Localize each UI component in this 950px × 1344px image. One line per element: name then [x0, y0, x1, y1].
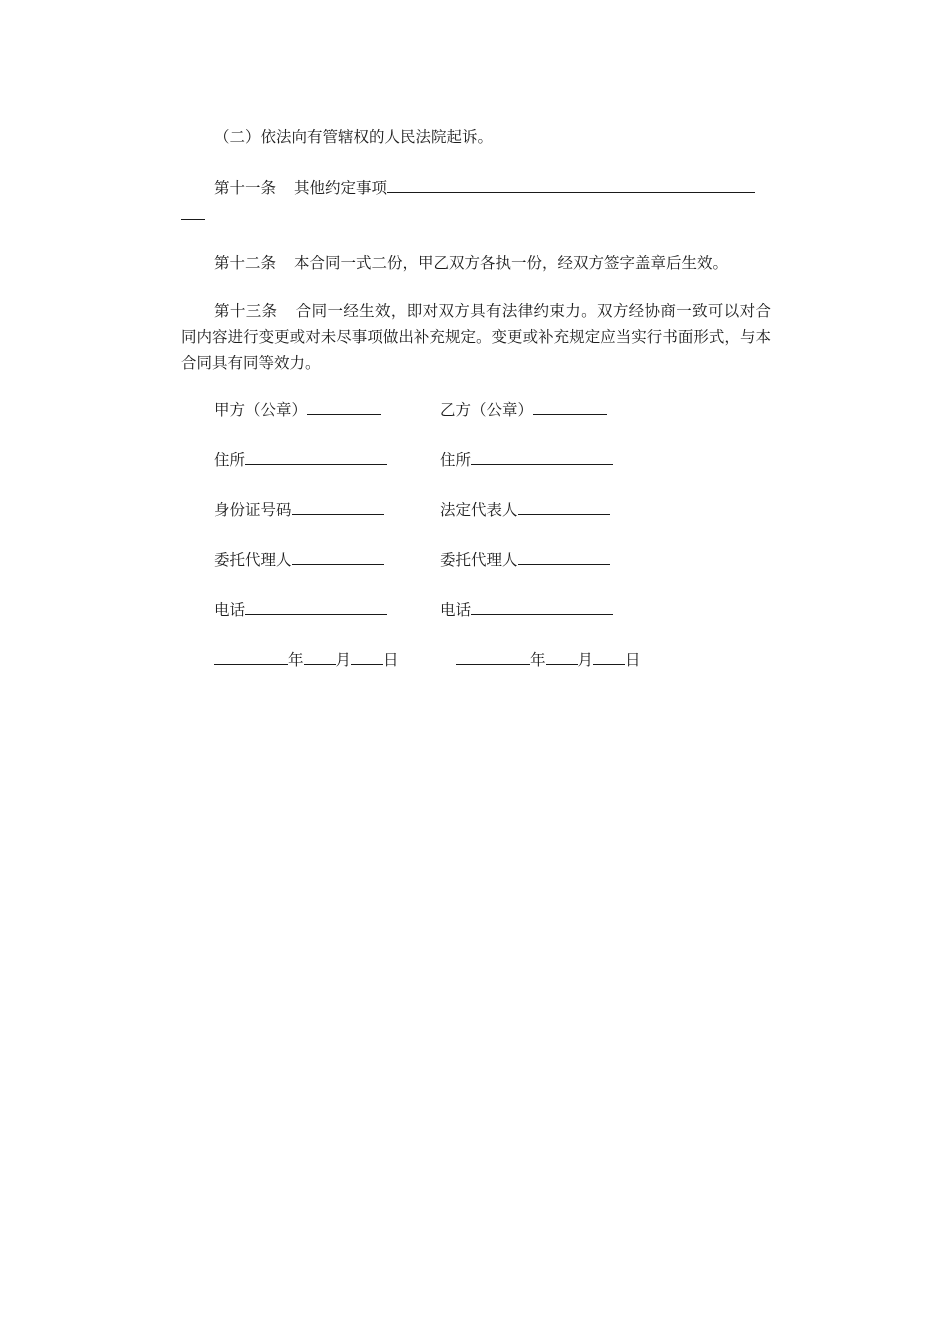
party-a-year-label: 年 [288, 651, 304, 669]
party-b-phone-row [440, 600, 613, 620]
party-a-agent-label: 委托代理人 [214, 551, 292, 569]
clause-12 [214, 253, 728, 273]
party-b-address-label: 住所 [440, 451, 472, 469]
party-b-date-row [456, 650, 641, 670]
clause-13 [181, 298, 771, 376]
party-b-year-blank [456, 650, 530, 665]
party-b-seal-row [440, 400, 607, 420]
party-b-phone-label: 电话 [440, 601, 472, 619]
party-b-address-blank [471, 450, 613, 465]
party-a-phone-row [214, 600, 387, 620]
party-b-legal-rep-label: 法定代表人 [440, 501, 518, 519]
party-b-legal-rep-blank [518, 500, 610, 515]
clause-12-number: 第十二条 [214, 254, 277, 272]
party-b-year-label: 年 [530, 651, 546, 669]
party-a-address-blank [245, 450, 387, 465]
party-a-phone-label: 电话 [214, 601, 246, 619]
party-a-address-label: 住所 [214, 451, 246, 469]
clause-11-text: 其他约定事项 [294, 179, 388, 197]
party-a-address-row [214, 450, 387, 470]
party-a-day-blank [351, 650, 383, 665]
party-b-agent-row [440, 550, 610, 570]
party-a-year-blank [214, 650, 288, 665]
party-b-seal-label: 乙方（公章） [440, 401, 534, 419]
party-b-address-row [440, 450, 613, 470]
party-b-day-blank [593, 650, 625, 665]
party-a-agent-blank [292, 550, 384, 565]
party-b-legal-rep-row [440, 500, 610, 520]
party-b-day-label: 日 [625, 651, 641, 669]
clause-11-continuation [181, 205, 205, 225]
clause-11 [214, 178, 755, 198]
clause-13-text: 合同一经生效，即对双方具有法律约束力。双方经协商一致可以对合同内容进行变更或对未尽事项做出补充规定。变更或补充规定应当实行书面形式，与本合同具有同等效力。 [181, 302, 771, 372]
party-a-month-label: 月 [335, 651, 352, 669]
party-b-month-blank [546, 650, 578, 665]
party-a-date-row [214, 650, 399, 670]
party-b-agent-label: 委托代理人 [440, 551, 518, 569]
clause-13-number: 第十三条 [214, 302, 278, 320]
party-a-phone-blank [245, 600, 387, 615]
clause-12-text: 本合同一式二份，甲乙双方各执一份，经双方签字盖章后生效。 [294, 254, 729, 272]
party-a-agent-row [214, 550, 384, 570]
party-a-month-blank [304, 650, 336, 665]
party-b-agent-blank [518, 550, 610, 565]
party-b-phone-blank [471, 600, 613, 615]
party-a-seal-blank [307, 400, 381, 415]
clause-11-blank-line-continuation [181, 205, 205, 220]
clause-11-number: 第十一条 [214, 179, 277, 197]
party-b-month-label: 月 [577, 651, 594, 669]
party-a-id-row [214, 500, 384, 520]
party-b-seal-blank [533, 400, 607, 415]
party-a-seal-row [214, 400, 381, 420]
clause-11-blank-line [387, 178, 755, 193]
party-a-id-blank [292, 500, 384, 515]
party-a-seal-label: 甲方（公章） [214, 401, 308, 419]
clause-10-item-2: （二）依法向有管辖权的人民法院起诉。 [214, 128, 494, 146]
party-a-day-label: 日 [383, 651, 399, 669]
party-a-id-label: 身份证号码 [214, 501, 292, 519]
